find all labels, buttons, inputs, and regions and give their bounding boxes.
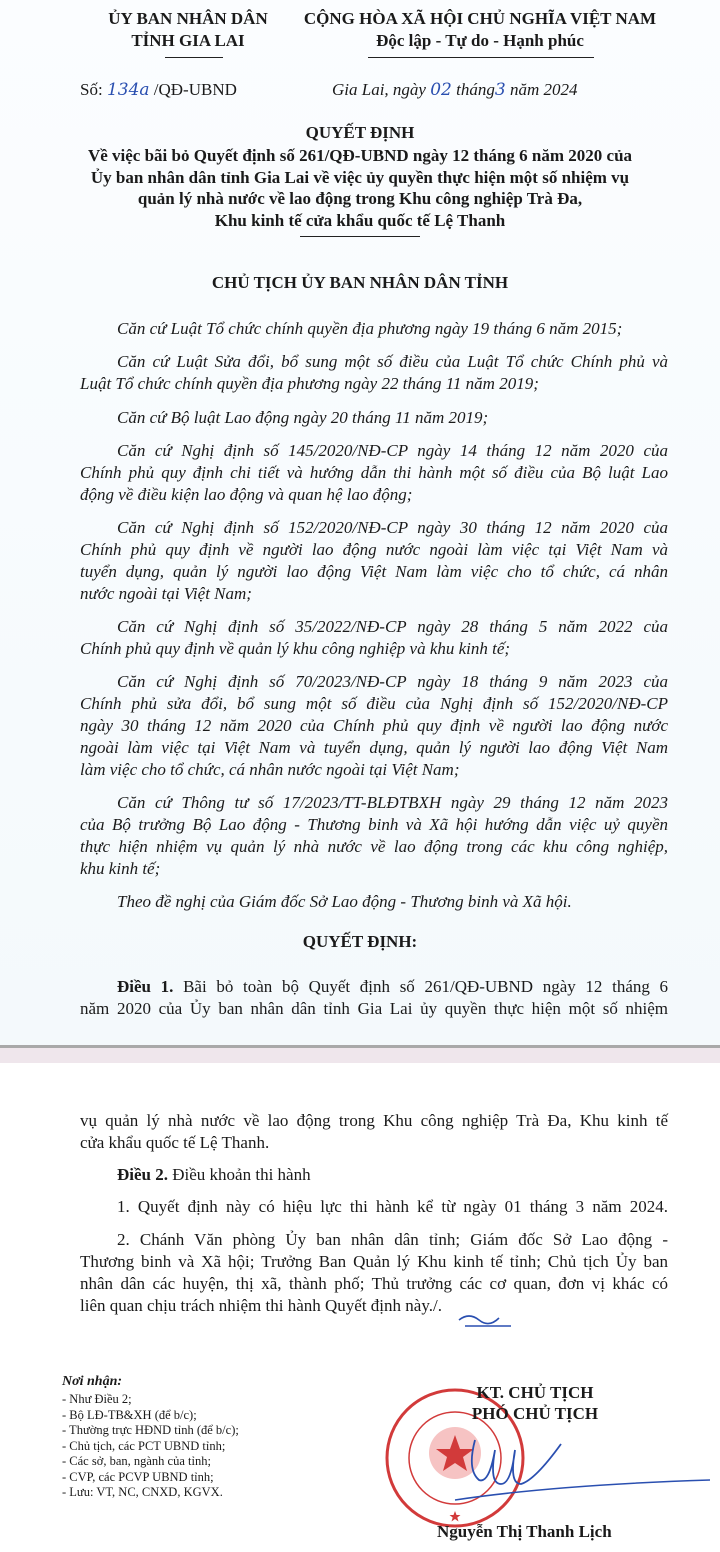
subtitle-line: quản lý nhà nước về lao động trong Khu công nghiệp Trà Đa, xyxy=(137,189,583,208)
legal-basis-line: Chính phủ quy định chi tiết và hướng dẫn thi hành một số điều của Bộ luật Lao xyxy=(80,463,668,482)
article-1-text: Bãi bỏ toàn bộ Quyết định số 261/QĐ-UBND ngày 12 tháng 6 xyxy=(183,977,669,996)
recipient-item: - Chủ tịch, các PCT UBND tỉnh; xyxy=(62,1438,226,1453)
article-1-label: Điều 1. xyxy=(117,977,174,996)
recipient-item: - CVP, các PCVP UBND tỉnh; xyxy=(62,1469,214,1484)
recipients-heading: Nơi nhận: xyxy=(62,1374,123,1389)
page-break xyxy=(0,1045,720,1063)
recipient-item: - Thường trực HĐND tỉnh (để b/c); xyxy=(62,1423,239,1437)
nation-line-2: Độc lập - Tự do - Hạnh phúc xyxy=(376,31,584,50)
recipient-item: - Các sở, ban, ngành của tỉnh; xyxy=(62,1454,211,1468)
legal-basis-line: khu kinh tế; xyxy=(80,859,161,878)
legal-basis-line: ngày 30 tháng 12 năm 2020 của Chính phủ quy định về người lao động nước xyxy=(80,716,668,735)
motto-underline xyxy=(368,57,594,58)
legal-basis-line: Căn cứ Nghị định số 145/2020/NĐ-CP ngày 14 tháng 12 năm 2020 của xyxy=(117,441,668,460)
signature-title xyxy=(440,1382,630,1424)
handwritten-number: 134a xyxy=(106,80,150,100)
legal-basis-line: ngoài làm việc tại Việt Nam và tuyển dụng, quản lý người lao động Việt Nam xyxy=(80,738,668,757)
document-number xyxy=(80,80,237,100)
legal-basis-line: thực hiện nhiệm vụ quản lý nhà nước về lao động trong các khu công nghiệp, xyxy=(80,837,668,856)
org-underline xyxy=(165,57,223,58)
legal-basis-line: Luật Tổ chức chính quyền địa phương ngày 22 tháng 11 năm 2019; xyxy=(80,374,539,393)
legal-basis-line: Căn cứ Luật Sửa đổi, bổ sung một số điều của Luật Tổ chức Chính phủ và xyxy=(117,352,668,371)
article-2-heading xyxy=(117,1164,668,1186)
legal-basis-line: Căn cứ Nghị định số 152/2020/NĐ-CP ngày 30 tháng 12 năm 2020 của xyxy=(117,518,668,537)
recipient-item: - Lưu: VT, NC, CNXD, KGVX. xyxy=(62,1485,223,1499)
issuing-authority xyxy=(100,8,276,52)
subtitle-line: Khu kinh tế cửa khẩu quốc tế Lệ Thanh xyxy=(214,210,506,230)
clause-2-line: nhân dân các huyện, thị xã, thành phố; Thủ trưởng các cơ quan, đơn vị khác có xyxy=(80,1274,668,1293)
clause-2-line: liên quan chịu trách nhiệm thi hành Quyết định này./. xyxy=(80,1296,442,1315)
legal-basis-line: Theo đề nghị của Giám đốc Sở Lao động - Thương binh và Xã hội. xyxy=(117,892,572,911)
legal-basis-line: làm việc cho tổ chức, cá nhân nước ngoài tại Việt Nam; xyxy=(80,760,460,779)
nation-line-1: CỘNG HÒA XÃ HỘI CHỦ NGHĨA VIỆT NAM xyxy=(303,9,657,28)
signature-line-1: KT. CHỦ TỊCH xyxy=(476,1383,594,1402)
legal-basis-line: Căn cứ Luật Tổ chức chính quyền địa phương ngày 19 tháng 6 năm 2015; xyxy=(117,319,623,338)
legal-basis-line: nước ngoài tại Việt Nam; xyxy=(80,584,252,603)
legal-basis-line: của Bộ trưởng Bộ Lao động - Thương binh và Xã hội hướng dẫn việc uỷ quyền xyxy=(80,815,668,834)
legal-basis-line: Căn cứ Bộ luật Lao động ngày 20 tháng 11 năm 2019; xyxy=(117,408,489,427)
number-prefix: Số: xyxy=(80,80,103,99)
subtitle-line: Ủy ban nhân dân tỉnh Gia Lai về việc ủy quyền thực hiện một số nhiệm vụ xyxy=(90,167,630,187)
clause-2-line: Thương binh và Xã hội; Trưởng Ban Quản lý Khu kinh tế tỉnh; Chủ tịch Ủy ban xyxy=(80,1252,668,1271)
article-1-line xyxy=(117,976,668,998)
number-suffix: /QĐ-UBND xyxy=(153,80,237,99)
article-1-line: vụ quản lý nhà nước về lao động trong Khu công nghiệp Trà Đa, Khu kinh tế xyxy=(80,1111,668,1130)
document-date xyxy=(332,80,577,100)
subtitle-underline xyxy=(300,236,420,237)
legal-basis-line: Căn cứ Nghị định số 70/2023/NĐ-CP ngày 18 tháng 9 năm 2023 của xyxy=(117,672,668,691)
article-2-label: Điều 2. xyxy=(117,1165,168,1184)
legal-basis-line: Chính phủ sửa đổi, bổ sung một số điều của Nghị định số 152/2020/NĐ-CP xyxy=(80,694,668,713)
article-2-title: Điều khoản thi hành xyxy=(172,1165,311,1184)
subtitle-line: Về việc bãi bỏ Quyết định số 261/QĐ-UBND ngày 12 tháng 6 năm 2020 của xyxy=(87,146,633,165)
date-prefix: Gia Lai, ngày xyxy=(332,80,426,99)
article-1-line: cửa khẩu quốc tế Lệ Thanh. xyxy=(80,1133,270,1152)
legal-basis-line: Căn cứ Thông tư số 17/2023/TT-BLĐTBXH ngày 29 tháng 12 năm 2023 xyxy=(117,793,668,812)
authority-heading: CHỦ TỊCH ỦY BAN NHÂN DÂN TỈNH xyxy=(211,273,509,292)
initials-mark xyxy=(455,1300,515,1330)
recipient-item: - Bộ LĐ-TB&XH (để b/c); xyxy=(62,1407,197,1422)
handwritten-signature xyxy=(415,1430,715,1510)
recipient-item: - Như Điều 2; xyxy=(62,1392,132,1406)
article-1-line: năm 2020 của Ủy ban nhân dân tỉnh Gia Lai ủy quyền thực hiện một số nhiệm xyxy=(80,999,668,1018)
org-line-2: TỈNH GIA LAI xyxy=(131,31,245,50)
signer-name: Nguyễn Thị Thanh Lịch xyxy=(437,1522,612,1541)
national-motto xyxy=(284,8,676,52)
signature-line-2: PHÓ CHỦ TỊCH xyxy=(471,1404,599,1423)
handwritten-day: 02 xyxy=(430,80,452,100)
legal-basis-line: Chính phủ quy định về quản lý khu công nghiệp và khu kinh tế; xyxy=(80,639,511,658)
decision-title: QUYẾT ĐỊNH xyxy=(305,123,415,142)
legal-basis-line: tuyển dụng, quản lý người lao động Việt Nam làm việc cho tổ chức, cá nhân xyxy=(80,562,668,581)
legal-basis-line: động về điều kiện lao động và quan hệ lao động; xyxy=(80,485,413,504)
legal-basis-line: Chính phủ quy định về người lao động nước ngoài làm việc tại Việt Nam và xyxy=(80,540,668,559)
month-label: tháng xyxy=(456,80,495,99)
decision-heading: QUYẾT ĐỊNH: xyxy=(302,932,418,951)
clause-1: 1. Quyết định này có hiệu lực thi hành kể từ ngày 01 tháng 3 năm 2024. xyxy=(117,1197,668,1216)
clause-2-line: 2. Chánh Văn phòng Ủy ban nhân dân tỉnh; Giám đốc Sở Lao động - xyxy=(117,1230,668,1249)
decision-subtitle xyxy=(0,145,720,231)
date-year: năm 2024 xyxy=(509,80,578,99)
legal-basis-line: Căn cứ Nghị định số 35/2022/NĐ-CP ngày 28 tháng 5 năm 2022 của xyxy=(117,617,668,636)
org-line-1: ỦY BAN NHÂN DÂN xyxy=(108,9,268,28)
handwritten-month: 3 xyxy=(494,80,506,100)
